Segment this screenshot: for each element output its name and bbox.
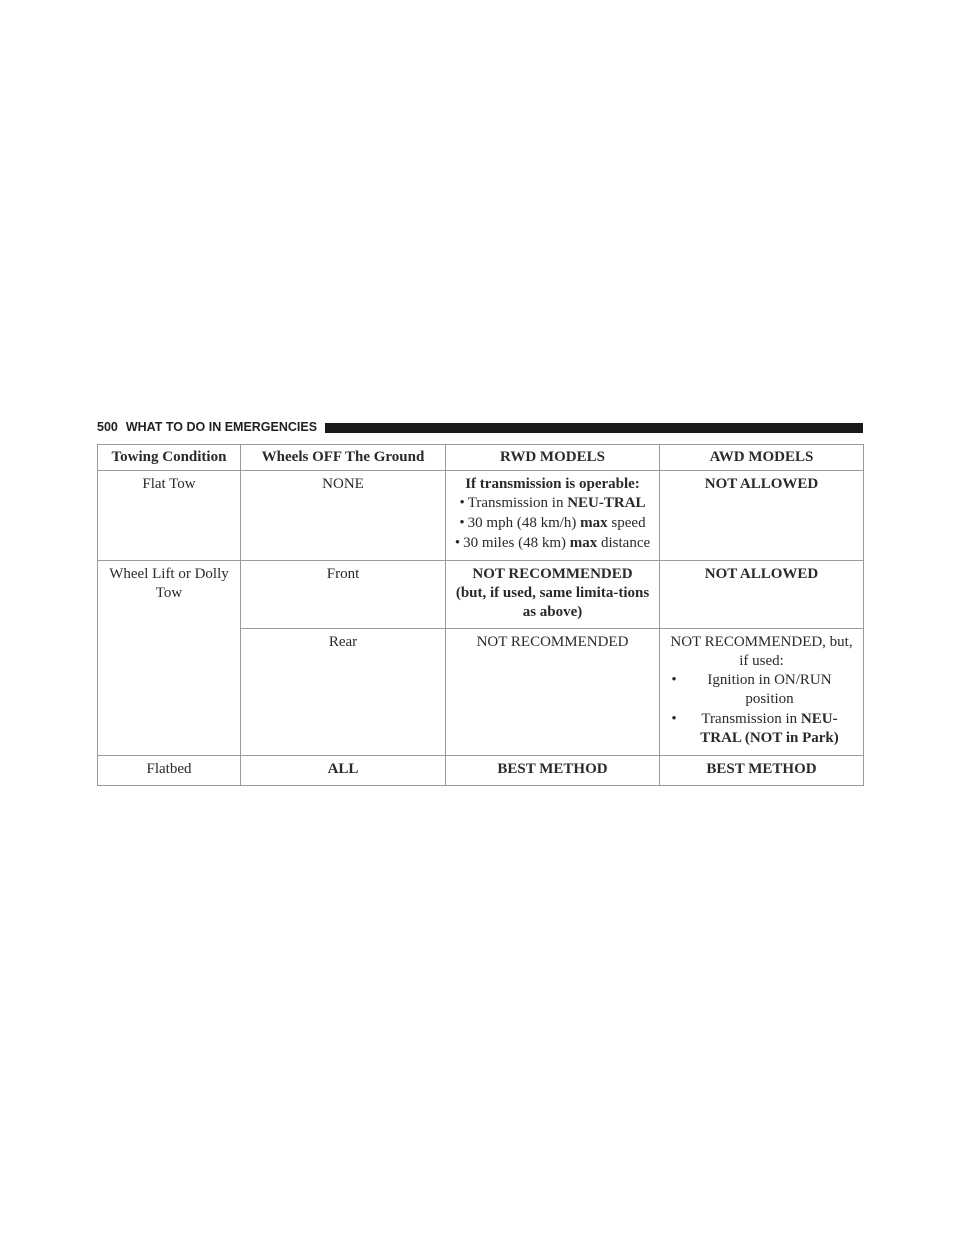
towing-table [97,444,864,786]
cell-flat-tow-condition: Flat Tow [98,471,241,561]
bullet-icon: • [671,711,677,727]
list-item: • Transmission in NEU-TRAL (NOT in Park) [666,710,857,748]
cell-flatbed-rwd: BEST METHOD [446,756,660,786]
page-header [97,419,863,435]
cell-flatbed-wheels: ALL [241,756,446,786]
awd-rear-heading: NOT RECOMMENDED, but, if used: [670,634,853,669]
list-item: • Ignition in ON/RUN position [666,671,857,709]
section-title: WHAT TO DO IN EMERGENCIES [125,420,318,434]
cell-rear-awd [660,629,864,756]
list-item: • Transmission in NEU-TRAL [459,495,646,511]
rwd-operable-heading: If transmission is operable: [465,476,640,492]
table-row-flatbed [98,756,864,786]
cell-rear-wheels: Rear [241,629,446,756]
bullet-icon: • [459,515,465,531]
list-item: • 30 miles (48 km) max distance [454,535,651,551]
cell-flatbed-condition: Flatbed [98,756,241,786]
cell-rear-rwd: NOT RECOMMENDED [446,629,660,756]
cell-front-rwd: NOT RECOMMENDED (but, if used, same limita-tions as above) [446,561,660,629]
cell-flat-tow-rwd [446,471,660,561]
cell-flat-tow-wheels: NONE [241,471,446,561]
table-row-flat-tow [98,471,864,561]
bullet-icon: • [454,535,461,551]
col-header-awd: AWD MODELS [660,445,864,471]
col-header-rwd: RWD MODELS [446,445,660,471]
bullet-icon: • [671,672,677,688]
page-number: 500 [97,420,118,434]
header-rule [325,423,863,433]
cell-front-awd: NOT ALLOWED [660,561,864,629]
bullet-icon: • [459,495,465,511]
cell-flatbed-awd: BEST METHOD [660,756,864,786]
awd-rear-list [666,671,857,748]
cell-front-wheels: Front [241,561,446,629]
col-header-wheels-off: Wheels OFF The Ground [241,445,446,471]
table-header-row [98,445,864,471]
table-row-wheel-lift-front [98,561,864,629]
list-item: • 30 mph (48 km/h) max speed [459,515,646,531]
rwd-condition-list [452,494,653,553]
col-header-towing-condition: Towing Condition [98,445,241,471]
cell-flat-tow-awd: NOT ALLOWED [660,471,864,561]
cell-wheel-lift-condition: Wheel Lift or Dolly Tow [98,561,241,756]
